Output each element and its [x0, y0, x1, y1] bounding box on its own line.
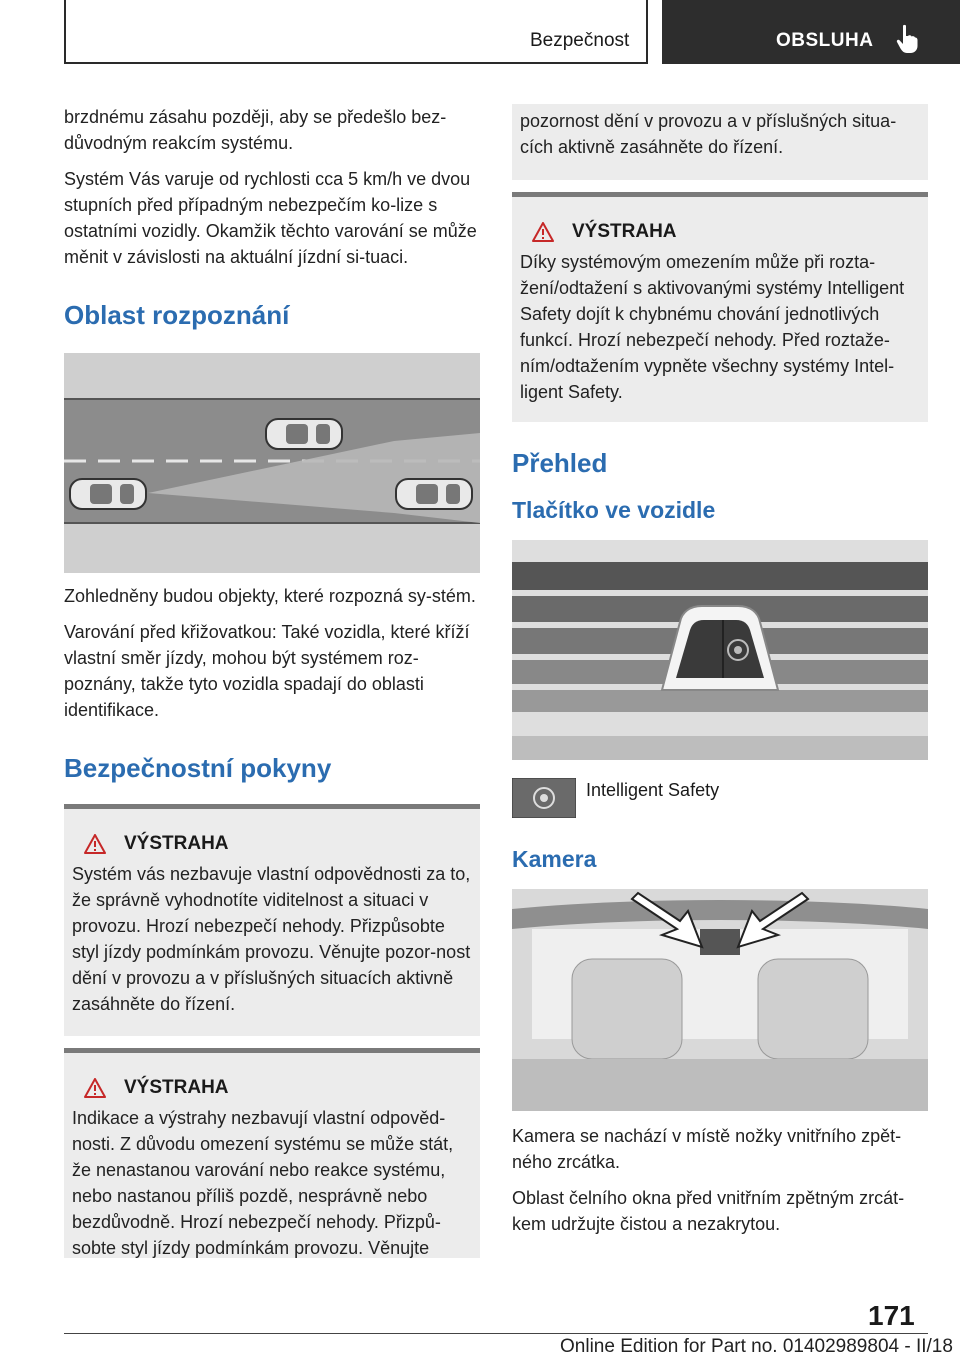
warning-triangle-icon: [532, 222, 554, 242]
header-chapter-tab: [662, 0, 960, 64]
button-legend-label: Intelligent Safety: [586, 780, 720, 800]
intelligent-safety-icon: [512, 778, 576, 818]
pointing-hand-icon: [896, 24, 918, 54]
warning-title: VÝSTRAHA: [124, 833, 229, 854]
warning-title: VÝSTRAHA: [124, 1077, 229, 1098]
heading-camera: Kamera: [512, 846, 597, 872]
paragraph-intro: brzdnému zásahu později, aby se předešlo bez-důvodným reakcím systému.: [64, 107, 447, 153]
warning-continuation: [512, 104, 928, 180]
right-column: [512, 104, 928, 1247]
warning-box-2: [64, 1048, 480, 1258]
warning-box-1: [64, 804, 480, 1036]
paragraph-camera-location: Kamera se nachází v místě nožky vnitřního zpět-ného zrcátka.: [512, 1126, 902, 1172]
car-own-vehicle: [70, 479, 146, 509]
dashboard-button-illustration: [512, 540, 928, 760]
warning-triangle-icon: [84, 1078, 106, 1098]
left-column: [64, 104, 480, 1258]
warning-title: VÝSTRAHA: [572, 221, 677, 242]
car-ahead-same-lane: [396, 479, 472, 509]
warning-text: Díky systémovým omezením může při rozta-žení/odtažení s aktivovanými systémy Intelligent Safety dojít k chybnému chování jednotlivých funkcí. Hrozí nebezpečí nehody. Před roztaže-ním/odtažením vypněte všechny systémy Intel-ligent Safety.: [520, 252, 905, 402]
header-chapter-title: OBSLUHA: [776, 30, 874, 51]
paragraph-crossroad-warning: Varování před křižovatkou: Také vozidla, které kříží vlastní směr jízdy, mohou být systémem roz-poznány, takže tyto vozidla spadají do oblasti identifikace.: [64, 622, 470, 720]
warning-box-3: [512, 192, 928, 422]
detection-area-illustration: [64, 353, 480, 573]
warning-triangle-icon: [84, 834, 106, 854]
heading-safety-notes: Bezpečnostní pokyny: [64, 753, 332, 783]
heading-detection-area: Oblast rozpoznání: [64, 300, 290, 330]
button-legend-row: [512, 778, 928, 818]
warning-continuation-text: pozornost dění v provozu a v příslušných situa-cích aktivně zasáhněte do řízení.: [520, 111, 897, 157]
paragraph-warning-levels: Systém Vás varuje od rychlosti cca 5 km/h ve dvou stupních před případným nebezpečím ko-lize s ostatními vozidly. Okamžik těchto varování se může měnit v závislosti na aktuální jízdní si-tuaci.: [64, 169, 477, 267]
warning-text: Systém vás nezbavuje vlastní odpovědnosti za to, že správně vyhodnotíte viditelnost a situaci v provozu. Hrozí nebezpečí nehody. Přizpůsobte styl jízdy podmínkám provozu. Věnujte pozor-nost dění v provozu a v příslušných situacích aktivně zasáhněte do řízení.: [72, 864, 471, 1014]
heading-overview: Přehled: [512, 448, 608, 478]
camera-location-illustration: [512, 889, 928, 1111]
warning-text: Indikace a výstrahy nezbavují vlastní odpověd-nosti. Z důvodu omezení systému se může stát, že nenastanou varování nebo reakce systému, nebo nastanou příliš pozdě, nesprávně nebo bezdůvodně. Hrozí nebezpečí nehody. Přizpů-sobte styl jízdy podmínkám provozu. Věnujte: [72, 1108, 454, 1258]
car-ahead-left-lane: [266, 419, 342, 449]
paragraph-camera-windshield: Oblast čelního okna před vnitřním zpětným zrcát-kem udržujte čistou a nezakrytou.: [512, 1188, 905, 1234]
header-section-title: Bezpečnost: [530, 30, 630, 51]
paragraph-detected-objects: Zohledněny budou objekty, které rozpozná sy-stém.: [64, 586, 476, 606]
footer-edition: Online Edition for Part no. 01402989804 - II/18: [560, 1336, 953, 1357]
footer-divider: [64, 1333, 928, 1334]
page-number: 171: [868, 1300, 915, 1331]
heading-button-in-vehicle: Tlačítko ve vozidle: [512, 497, 716, 523]
